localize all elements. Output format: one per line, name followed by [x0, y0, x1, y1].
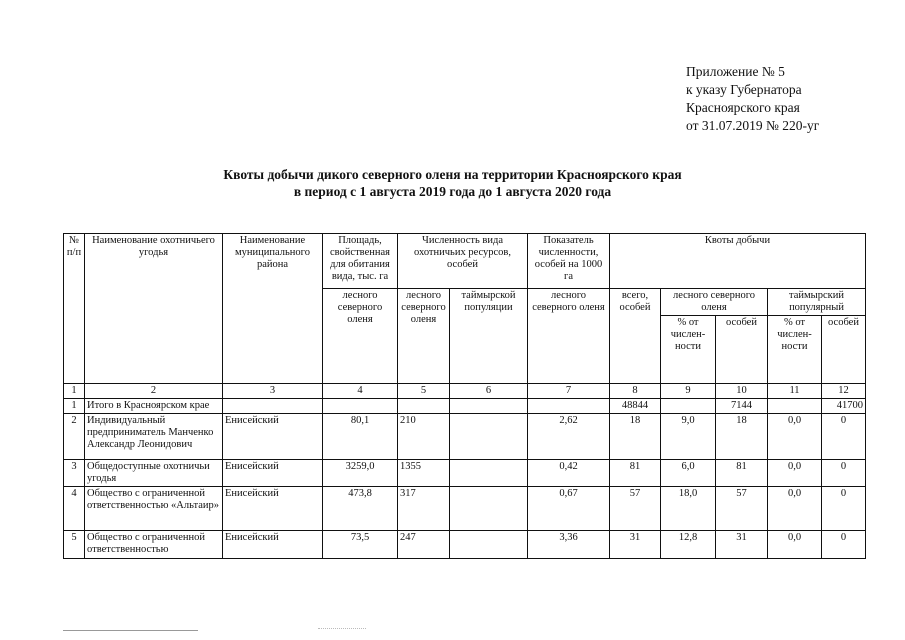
header-area-forest: лесного северного оленя	[323, 289, 398, 384]
appendix-line: к указу Губернатора	[686, 82, 802, 97]
row-density: 3,36	[528, 531, 610, 559]
row-taimyr-pct: 0,0	[768, 531, 822, 559]
title-line: Квоты добычи дикого северного оленя на территории Красноярского края	[223, 167, 682, 182]
row-taimyr-pct: 0,0	[768, 487, 822, 531]
row-forest-head: 31	[716, 531, 768, 559]
header-forest-head: особей	[716, 316, 768, 384]
row-area: 80,1	[323, 414, 398, 460]
header-taimyr-head: особей	[822, 316, 866, 384]
column-number: 12	[822, 384, 866, 399]
appendix-block	[686, 63, 819, 135]
row-total: 31	[610, 531, 661, 559]
header-total: всего, особей	[610, 289, 661, 384]
header-pop-forest: лесного северного оленя	[398, 289, 450, 384]
row-density: 2,62	[528, 414, 610, 460]
column-number: 1	[64, 384, 85, 399]
row-taimyr-pop	[450, 487, 528, 531]
header-density: Показатель численности, особей на 1000 га	[528, 234, 610, 289]
row-area: 473,8	[323, 487, 398, 531]
row-num: 5	[64, 531, 85, 559]
appendix-line: Приложение № 5	[686, 64, 785, 79]
table-row	[64, 414, 866, 460]
row-forest-pct: 9,0	[661, 414, 716, 460]
row-total: 81	[610, 460, 661, 487]
row-forest-head: 7144	[716, 399, 768, 414]
row-num: 1	[64, 399, 85, 414]
column-number: 5	[398, 384, 450, 399]
row-num: 3	[64, 460, 85, 487]
column-number: 2	[85, 384, 223, 399]
row-taimyr-head: 0	[822, 460, 866, 487]
row-density: 0,67	[528, 487, 610, 531]
row-name: Общество с ограниченной ответственностью	[85, 531, 223, 559]
column-number: 6	[450, 384, 528, 399]
header-quotas: Квоты добычи	[610, 234, 866, 289]
row-forest-head: 18	[716, 414, 768, 460]
column-number: 9	[661, 384, 716, 399]
row-taimyr-pop	[450, 414, 528, 460]
footnote-rule	[63, 630, 198, 631]
row-total: 57	[610, 487, 661, 531]
row-taimyr-pop	[450, 531, 528, 559]
header-area: Площадь, свойственная для обитания вида, тыс. га	[323, 234, 398, 289]
row-district: Енисейский	[223, 460, 323, 487]
row-district: Енисейский	[223, 414, 323, 460]
row-forest-pop: 247	[398, 531, 450, 559]
table-row	[64, 487, 866, 531]
row-area: 73,5	[323, 531, 398, 559]
row-name: Общество с ограниченной ответственностью «Альтаир»	[85, 487, 223, 531]
row-num: 2	[64, 414, 85, 460]
row-area: 3259,0	[323, 460, 398, 487]
appendix-line: от 31.07.2019 № 220-уг	[686, 118, 820, 133]
column-number: 7	[528, 384, 610, 399]
row-taimyr-pop	[450, 460, 528, 487]
row-name: Индивидуальный предприниматель Манченко Александр Леонидович	[85, 414, 223, 460]
row-forest-pop: 317	[398, 487, 450, 531]
header-quota-forest: лесного северного оленя	[661, 289, 768, 316]
row-forest-pct: 12,8	[661, 531, 716, 559]
document-title	[0, 166, 905, 200]
column-number: 11	[768, 384, 822, 399]
row-forest-pop: 210	[398, 414, 450, 460]
header-taimyr-pct: % от числен-ности	[768, 316, 822, 384]
row-density: 0,42	[528, 460, 610, 487]
header-pop-taimyr: таймырской популяции	[450, 289, 528, 384]
row-total: 48844	[610, 399, 661, 414]
header-district: Наименование муниципального района	[223, 234, 323, 384]
header-name: Наименование охотничьего угодья	[85, 234, 223, 384]
row-forest-pop: 1355	[398, 460, 450, 487]
row-taimyr-pct: 0,0	[768, 414, 822, 460]
appendix-line: Красноярского края	[686, 100, 800, 115]
header-forest-pct: % от числен-ности	[661, 316, 716, 384]
row-district: Енисейский	[223, 487, 323, 531]
header-num: № п/п	[64, 234, 85, 384]
total-row	[64, 399, 866, 414]
row-name: Общедоступные охотничьи угодья	[85, 460, 223, 487]
row-taimyr-head: 41700	[822, 399, 866, 414]
quota-table	[63, 233, 866, 559]
header-density-forest: лесного северного оленя	[528, 289, 610, 384]
table-row	[64, 460, 866, 487]
row-name: Итого в Красноярском крае	[85, 399, 223, 414]
row-forest-head: 57	[716, 487, 768, 531]
row-taimyr-pct: 0,0	[768, 460, 822, 487]
column-number: 8	[610, 384, 661, 399]
row-total: 18	[610, 414, 661, 460]
row-forest-head: 81	[716, 460, 768, 487]
column-number: 4	[323, 384, 398, 399]
row-forest-pct: 6,0	[661, 460, 716, 487]
table-row	[64, 531, 866, 559]
column-number: 10	[716, 384, 768, 399]
header-quota-taimyr: таймырский популярный	[768, 289, 866, 316]
scan-artifact	[318, 628, 366, 629]
row-district: Енисейский	[223, 531, 323, 559]
row-num: 4	[64, 487, 85, 531]
column-number: 3	[223, 384, 323, 399]
row-taimyr-head: 0	[822, 531, 866, 559]
row-taimyr-head: 0	[822, 414, 866, 460]
row-forest-pct: 18,0	[661, 487, 716, 531]
column-number-row	[64, 384, 866, 399]
row-taimyr-head: 0	[822, 487, 866, 531]
title-line: в период с 1 августа 2019 года до 1 августа 2020 года	[293, 184, 612, 199]
header-population: Численность вида охотничьих ресурсов, особей	[398, 234, 528, 289]
